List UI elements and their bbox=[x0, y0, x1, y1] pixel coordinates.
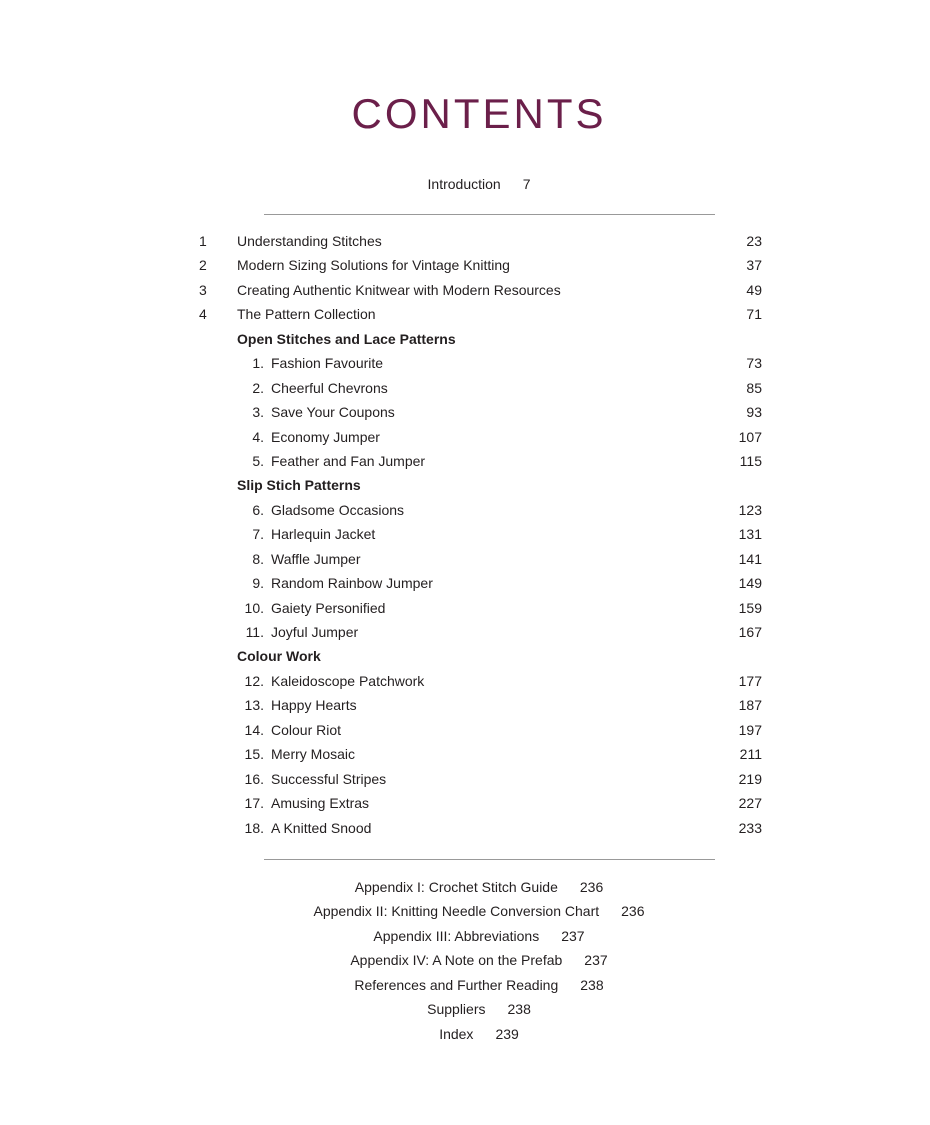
pattern-entry[interactable] bbox=[0, 718, 930, 742]
pattern-title: Kaleidoscope Patchwork bbox=[271, 672, 425, 689]
pattern-number: 17. bbox=[244, 795, 264, 812]
suppliers-page: 238 bbox=[507, 1001, 531, 1017]
suppliers-title: Suppliers bbox=[427, 1001, 486, 1017]
pattern-page: 227 bbox=[738, 795, 762, 812]
references-title: References and Further Reading bbox=[354, 977, 559, 993]
pattern-title: Random Rainbow Jumper bbox=[271, 575, 433, 592]
pattern-title: Happy Hearts bbox=[271, 697, 357, 714]
references-page: 238 bbox=[580, 977, 604, 993]
pattern-entry[interactable] bbox=[0, 547, 930, 571]
appendix-page: 237 bbox=[584, 952, 608, 968]
pattern-page: 123 bbox=[738, 501, 762, 518]
chapter-title: Creating Authentic Knitwear with Modern Resources bbox=[237, 281, 561, 298]
pattern-page: 93 bbox=[746, 404, 762, 421]
index-page: 239 bbox=[495, 1026, 519, 1042]
bottom-divider bbox=[264, 859, 715, 860]
pattern-page: 177 bbox=[738, 672, 762, 689]
pattern-page: 219 bbox=[738, 770, 762, 787]
appendix-title: Appendix III: Abbreviations bbox=[373, 928, 540, 944]
pattern-title: Waffle Jumper bbox=[271, 550, 361, 567]
pattern-title: Cheerful Chevrons bbox=[271, 379, 388, 396]
chapter-page: 37 bbox=[746, 257, 762, 274]
pattern-entry[interactable] bbox=[0, 351, 930, 375]
pattern-number: 18. bbox=[244, 819, 264, 836]
introduction-entry[interactable] bbox=[0, 175, 930, 194]
pattern-number: 15. bbox=[244, 746, 264, 763]
pattern-number: 5. bbox=[252, 452, 264, 469]
appendix-title: Appendix II: Knitting Needle Conversion Chart bbox=[313, 903, 600, 919]
pattern-entry[interactable] bbox=[0, 693, 930, 717]
pattern-title: Joyful Jumper bbox=[271, 624, 359, 640]
pattern-title: Successful Stripes bbox=[271, 770, 387, 787]
introduction-label: Introduction bbox=[427, 176, 501, 192]
pattern-entry[interactable] bbox=[0, 669, 930, 693]
pattern-title: Harlequin Jacket bbox=[271, 526, 376, 543]
pattern-page: 107 bbox=[738, 428, 762, 445]
pattern-title: Fashion Favourite bbox=[271, 355, 384, 372]
appendix-page: 236 bbox=[621, 903, 645, 919]
pattern-entry[interactable] bbox=[0, 571, 930, 595]
pattern-page: 167 bbox=[738, 624, 762, 640]
pattern-entry[interactable] bbox=[0, 791, 930, 815]
pattern-page: 149 bbox=[738, 575, 762, 592]
chapter-page: 49 bbox=[746, 281, 762, 298]
chapter-title: The Pattern Collection bbox=[237, 306, 376, 323]
index-title: Index bbox=[439, 1026, 474, 1042]
pattern-number: 2. bbox=[252, 379, 264, 396]
pattern-title: Colour Riot bbox=[271, 721, 342, 738]
chapter-page: 71 bbox=[746, 306, 762, 323]
pattern-number: 4. bbox=[252, 428, 264, 445]
appendix-page: 237 bbox=[561, 928, 585, 944]
pattern-title: Amusing Extras bbox=[271, 795, 370, 812]
pattern-entry[interactable] bbox=[0, 425, 930, 449]
appendix-title: Appendix IV: A Note on the Prefab bbox=[350, 952, 563, 968]
pattern-page: 233 bbox=[738, 819, 762, 836]
pattern-entry[interactable] bbox=[0, 767, 930, 791]
pattern-title: Save Your Coupons bbox=[271, 404, 395, 421]
pattern-number: 10. bbox=[244, 599, 264, 616]
pattern-title: Feather and Fan Jumper bbox=[271, 452, 426, 469]
pattern-entry[interactable] bbox=[0, 498, 930, 522]
top-divider bbox=[264, 214, 715, 215]
pattern-entry[interactable] bbox=[0, 816, 930, 840]
pattern-entry[interactable] bbox=[0, 596, 930, 620]
pattern-entry[interactable] bbox=[0, 449, 930, 473]
pattern-title: Gladsome Occasions bbox=[271, 501, 405, 518]
pattern-number: 13. bbox=[244, 697, 264, 714]
pattern-page: 211 bbox=[739, 746, 762, 763]
pattern-page: 73 bbox=[746, 355, 762, 372]
pattern-entry[interactable] bbox=[0, 620, 930, 644]
section-heading bbox=[0, 327, 930, 351]
pattern-entry[interactable] bbox=[0, 400, 930, 424]
pattern-number: 3. bbox=[252, 404, 264, 421]
pattern-number: 1. bbox=[252, 355, 264, 372]
section-heading bbox=[0, 473, 930, 497]
pattern-entry[interactable] bbox=[0, 742, 930, 766]
pattern-page: 115 bbox=[739, 452, 762, 469]
pattern-page: 85 bbox=[746, 379, 762, 396]
index-entry[interactable] bbox=[0, 1025, 930, 1044]
chapter-entry[interactable] bbox=[0, 302, 930, 326]
pattern-title: Economy Jumper bbox=[271, 428, 380, 445]
chapter-entry[interactable] bbox=[0, 253, 930, 277]
appendix-entry[interactable] bbox=[0, 902, 930, 921]
pattern-number: 6. bbox=[252, 501, 264, 518]
pattern-number: 9. bbox=[252, 575, 264, 592]
pattern-entry[interactable] bbox=[0, 522, 930, 546]
suppliers-entry[interactable] bbox=[0, 1000, 930, 1019]
chapter-entry[interactable] bbox=[0, 278, 930, 302]
references-entry[interactable] bbox=[0, 976, 930, 995]
appendix-page: 236 bbox=[579, 879, 604, 895]
pattern-number: 7. bbox=[252, 526, 264, 543]
chapter-page: 23 bbox=[746, 233, 762, 249]
pattern-number: 12. bbox=[244, 672, 264, 689]
pattern-title: Merry Mosaic bbox=[271, 746, 356, 763]
section-title: Colour Work bbox=[237, 648, 321, 665]
pattern-page: 187 bbox=[738, 697, 762, 714]
chapter-number: 4 bbox=[199, 306, 207, 323]
pattern-page: 197 bbox=[738, 721, 762, 738]
toc-list bbox=[0, 229, 930, 840]
chapter-entry[interactable] bbox=[0, 229, 930, 253]
pattern-number: 8. bbox=[252, 550, 264, 567]
pattern-page: 131 bbox=[738, 526, 762, 543]
appendix-title: Appendix I: Crochet Stitch Guide bbox=[354, 879, 558, 895]
appendix-entry[interactable] bbox=[0, 927, 930, 946]
pattern-title: Gaiety Personified bbox=[271, 599, 386, 616]
pattern-number: 11. bbox=[245, 624, 264, 640]
chapter-number: 2 bbox=[199, 257, 207, 274]
pattern-entry[interactable] bbox=[0, 376, 930, 400]
pattern-title: A Knitted Snood bbox=[271, 819, 372, 836]
appendix-entry[interactable] bbox=[0, 951, 930, 970]
introduction-page: 7 bbox=[522, 176, 531, 192]
pattern-number: 16. bbox=[244, 770, 264, 787]
pattern-number: 14. bbox=[244, 721, 264, 738]
section-heading bbox=[0, 644, 930, 668]
section-title: Open Stitches and Lace Patterns bbox=[237, 330, 456, 347]
appendix-entry[interactable] bbox=[0, 878, 930, 897]
page-title: CONTENTS bbox=[351, 90, 607, 137]
pattern-page: 159 bbox=[738, 599, 762, 616]
chapter-number: 1 bbox=[199, 233, 207, 249]
chapter-number: 3 bbox=[199, 281, 207, 298]
section-title: Slip Stich Patterns bbox=[237, 477, 361, 494]
chapter-title: Understanding Stitches bbox=[237, 233, 382, 249]
pattern-page: 141 bbox=[738, 550, 762, 567]
chapter-title: Modern Sizing Solutions for Vintage Knitting bbox=[237, 257, 510, 274]
